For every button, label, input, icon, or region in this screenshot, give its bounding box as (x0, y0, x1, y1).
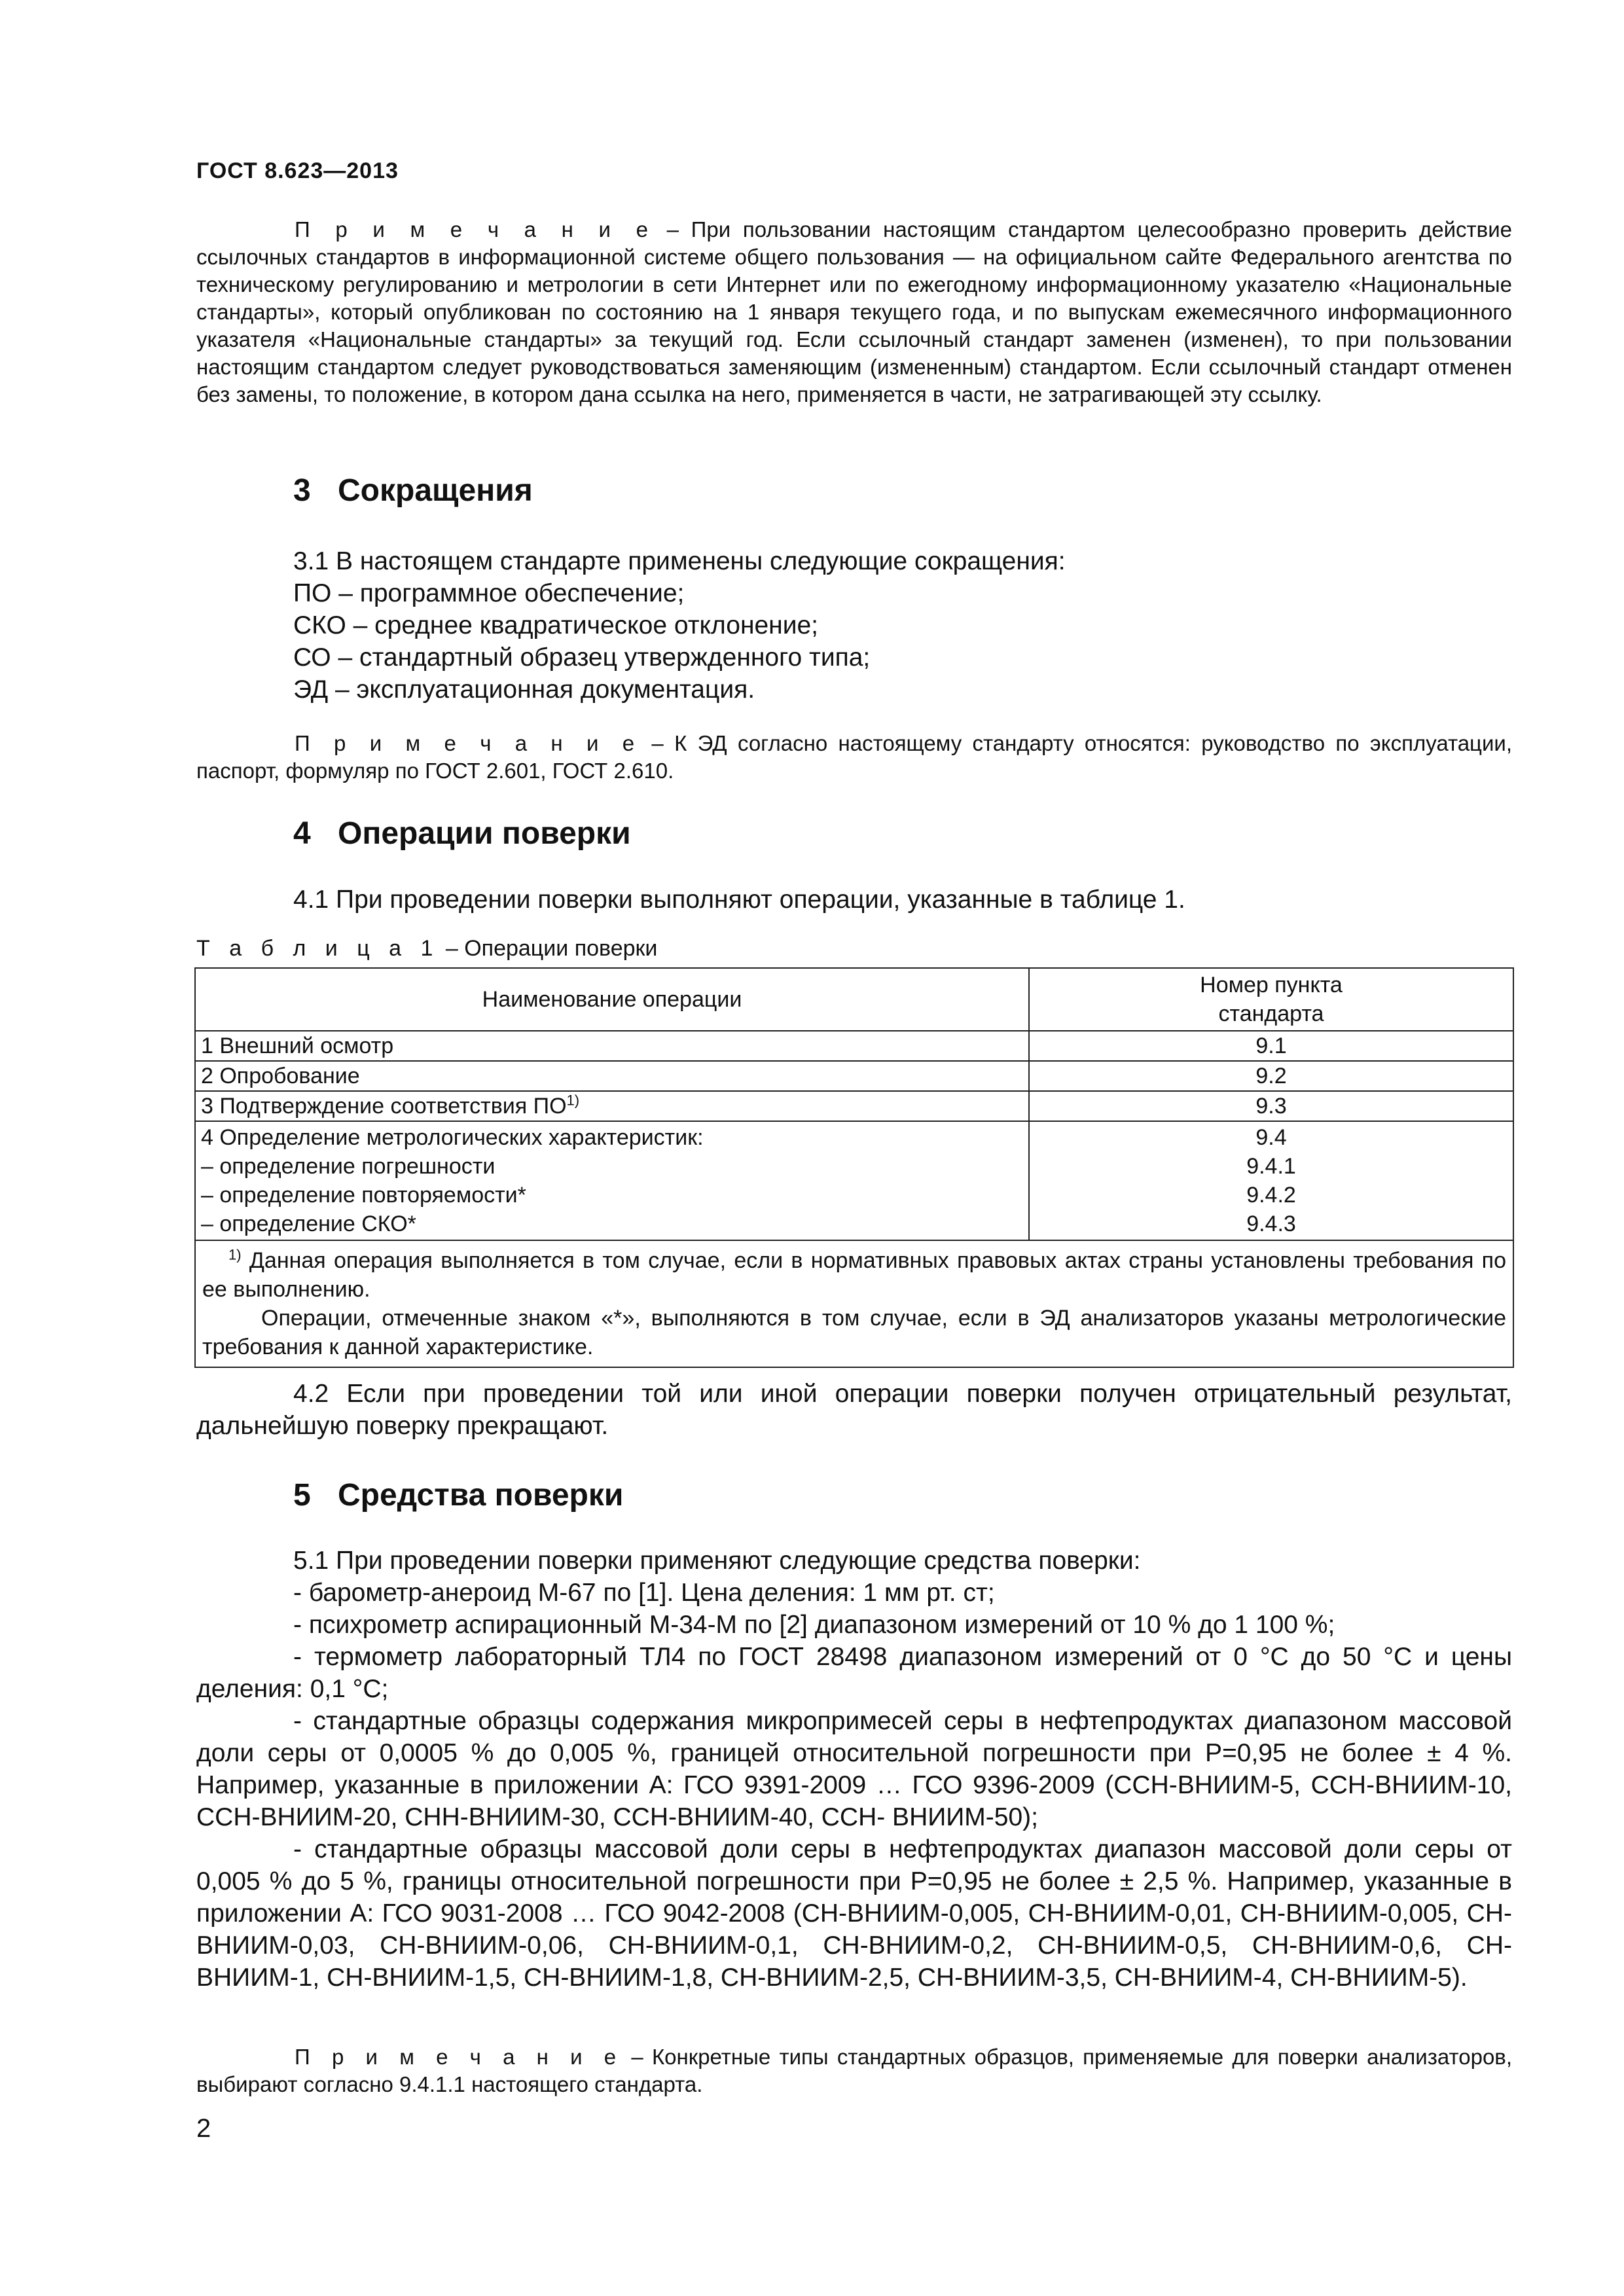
note-text: – При пользовании настоящим стандартом целесообразно проверить действие ссылочных стандартов в информационной системе общего пользования — на официальном сайте Федерального агентства по техническому регулированию и метрологии в сети Интернет или по ежегодному информационному указателю «Национальные стандарты», который опубликован по состоянию на 1 января текущего года, и по выпускам ежемесячного информационного указателя «Национальные стандарты» за текущий год. Если ссылочный стандарт заменен (изменен), то при пользовании настоящим стандартом следует руководствоваться заменяющим (измененным) стандартом. Если ссылочный стандарт отменен без замены, то положение, в котором дана ссылка на него, применяется в части, не затрагивающей эту ссылку. (196, 217, 1512, 406)
means-item: - барометр-анероид М-67 по [1]. Цена деления: 1 мм рт. ст; (293, 1579, 995, 1607)
abbreviation-item: ПО – программное обеспечение; (293, 579, 685, 607)
section-4-heading (293, 816, 631, 852)
note-label: П р и м е ч а н и е (295, 731, 641, 755)
note-operational-docs (196, 730, 1512, 785)
clause-number: 9.1 (1029, 1031, 1513, 1061)
abbreviation-item: СО – стандартный образец утвержденного типа; (293, 643, 871, 672)
section-3-heading (293, 473, 533, 509)
means-item: - стандартные образцы содержания микропримесей серы в нефтепродуктах диапазоном массовой доли серы от 0,0005 % до 0,005 %, границей относительной погрешности при P=0,95 не более ± 4 %. Например, указанные в приложении А: ГСО 9391-2009 … ГСО 9396-2009 (ССН-ВНИИМ-5, ССН-ВНИИМ-10, ССН-ВНИИМ-20, СНН-ВНИИМ-30, ССН-ВНИИМ-40, ССН- ВНИИМ-50); (196, 1707, 1512, 1831)
section-number: 5 (293, 1478, 311, 1513)
document-code: ГОСТ 8.623—2013 (196, 158, 399, 183)
note-referenced-standards (196, 216, 1512, 408)
table-header-row (195, 968, 1513, 1031)
footnote-2: Операции, отмеченные знаком «*», выполняются в том случае, если в ЭД анализаторов указаны метрологические требования к данной характеристике. (202, 1306, 1506, 1359)
header-clause-number: Номер пункта стандарта (1029, 968, 1513, 1031)
abbreviations-intro: 3.1 В настоящем стандарте применены следующие сокращения: (293, 547, 1066, 575)
clause-number-group: 9.4 9.4.1 9.4.2 9.4.3 (1029, 1121, 1513, 1240)
note-reference-materials (196, 2043, 1512, 2098)
footnote-1: Данная операция выполняется в том случае, если в нормативных правовых актах страны установлены требования по ее выполнению. (202, 1248, 1506, 1302)
header-operation-name: Наименование операции (195, 968, 1029, 1031)
abbreviation-item: ЭД – эксплуатационная документация. (293, 675, 755, 704)
section-title: Операции поверки (338, 816, 631, 851)
clause-4-2: 4.2 Если при проведении той или иной операции поверки получен отрицательный результат, дальнейшую поверку прекращают. (196, 1380, 1512, 1440)
section-number: 3 (293, 473, 311, 508)
verification-means-list (196, 1545, 1512, 1994)
table-caption (196, 936, 657, 961)
means-item: - стандартные образцы массовой доли серы в нефтепродуктах диапазон массовой доли серы от 0,005 % до 5 %, границы относительной погрешности при P=0,95 не более ± 2,5 %. Например, указанные в приложении А: ГСО 9031-2008 … ГСО 9042-2008 (СН-ВНИИМ-0,005, СН-ВНИИМ-0,01, СН-ВНИИМ-0,005, СН-ВНИИМ-0,03, СН-ВНИИМ-0,06, СН-ВНИИМ-0,1, СН-ВНИИМ-0,2, СН-ВНИИМ-0,5, СН-ВНИИМ-0,6, СН-ВНИИМ-1, СН-ВНИИМ-1,5, СН-ВНИИМ-1,8, СН-ВНИИМ-2,5, СН-ВНИИМ-3,5, СН-ВНИИМ-4, СН-ВНИИМ-5). (196, 1835, 1512, 1992)
means-item: - психрометр аспирационный М-34-М по [2] диапазоном измерений от 10 % до 1 100 %; (293, 1611, 1335, 1639)
table-row (195, 1061, 1513, 1091)
operation-name: 3 Подтверждение соответствия ПО$^{1)}$ (195, 1091, 1029, 1121)
note-text: – К ЭД согласно настоящему стандарту относятся: руководство по эксплуатации, паспорт, формуляр по ГОСТ 2.601, ГОСТ 2.610. (196, 731, 1512, 783)
table-footnotes-row (195, 1240, 1513, 1367)
footnote-ref: 1) (566, 1092, 580, 1109)
clause-number: 9.3 (1029, 1091, 1513, 1121)
table-row (195, 1091, 1513, 1121)
section-title: Средства поверки (338, 1478, 624, 1513)
note-label: П р и м е ч а н и е (295, 2045, 623, 2069)
operation-name: 2 Опробование (195, 1061, 1029, 1091)
abbreviation-item: СКО – среднее квадратическое отклонение; (293, 611, 819, 639)
operation-name-group: 4 Определение метрологических характеристик: – определение погрешности – определение повторяемости* – определение СКО* (195, 1121, 1029, 1240)
footnote-mark: 1) (228, 1246, 242, 1263)
means-item: - термометр лабораторный ТЛ4 по ГОСТ 28498 диапазоном измерений от 0 °С до 50 °С и цены деления: 0,1 °С; (196, 1643, 1512, 1703)
clause-5-1: 5.1 При проведении поверки применяют следующие средства поверки: (293, 1547, 1141, 1575)
note-text: – Конкретные типы стандартных образцов, применяемые для поверки анализаторов, выбирают согласно 9.4.1.1 настоящего стандарта. (196, 2045, 1512, 2096)
section-5-heading (293, 1477, 623, 1513)
clause-number: 9.2 (1029, 1061, 1513, 1091)
note-label: П р и м е ч а н и е (295, 217, 655, 242)
section-number: 4 (293, 816, 311, 851)
page-number: 2 (196, 2114, 211, 2143)
table-footnotes (195, 1240, 1513, 1367)
table-row (195, 1031, 1513, 1061)
table-row (195, 1121, 1513, 1240)
clause-4-1: 4.1 При проведении поверки выполняют операции, указанные в таблице 1. (293, 886, 1185, 914)
abbreviations-list (196, 545, 1512, 706)
table-caption-text: – Операции поверки (439, 936, 658, 961)
section-title: Сокращения (338, 473, 533, 508)
table-caption-label: Т а б л и ц а 1 (196, 936, 440, 961)
operations-table (194, 967, 1514, 1368)
operation-name: 1 Внешний осмотр (195, 1031, 1029, 1061)
